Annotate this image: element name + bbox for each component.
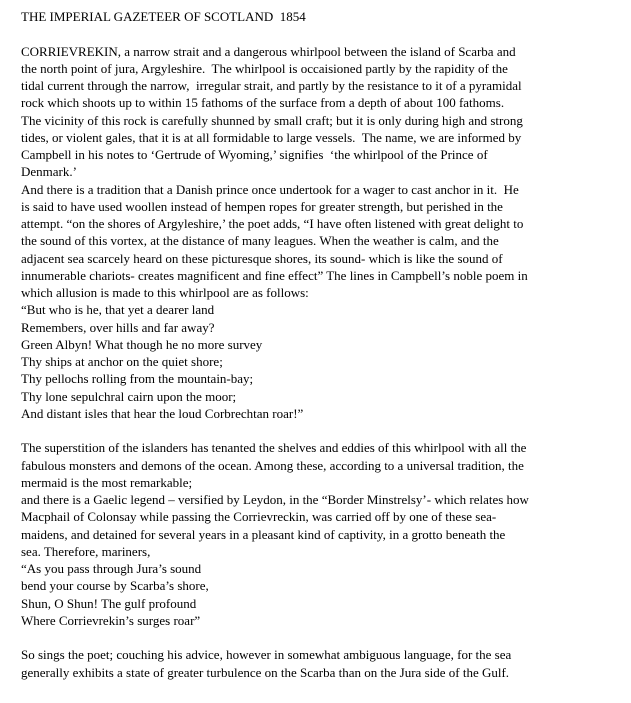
- text-line: adjacent sea scarcely heard on these picturesque shores, its sound- which is like the sound of: [21, 250, 503, 266]
- text-line: innumerable chariots- creates magnificent and fine effect” The lines in Campbell’s noble poem in: [21, 267, 528, 283]
- text-line: Shun, O Shun! The gulf profound: [21, 595, 197, 611]
- text-line: So sings the poet; couching his advice, however in somewhat ambiguous language, for the sea: [21, 647, 512, 663]
- paragraph-entry: [21, 43, 627, 423]
- text-line: And distant isles that hear the loud Corbrechtan roar!”: [21, 405, 304, 421]
- text-line: Thy lone sepulchral cairn upon the moor;: [21, 388, 237, 404]
- text-line: “But who is he, that yet a dearer land: [21, 302, 215, 318]
- text-line: Macphail of Colonsay while passing the Corrievreckin, was carried off by one of these sea-: [21, 509, 497, 525]
- text-line: mermaid is the most remarkable;: [21, 474, 193, 490]
- text-line: the north point of jura, Argyleshire. The whirlpool is occaisioned partly by the rapidity of the: [21, 60, 508, 76]
- text-line: sea. Therefore, mariners,: [21, 543, 151, 559]
- text-line: Remembers, over hills and far away?: [21, 319, 215, 335]
- text-line: “As you pass through Jura’s sound: [21, 561, 202, 576]
- paragraph-superstition: [21, 439, 627, 629]
- document-body: [21, 43, 627, 681]
- text-line: Campbell in his notes to ‘Gertrude of Wyoming,’ signifies ‘the whirlpool of the Prince of: [21, 147, 488, 162]
- text-line: attempt. “on the shores of Argyleshire,’ the poet adds, “I have often listened with great delight to: [21, 216, 524, 231]
- document-title: THE IMPERIAL GAZETEER OF SCOTLAND 1854: [21, 9, 306, 24]
- text-line: generally exhibits a state of greater turbulence on the Scarba than on the Jura side of the Gulf.: [21, 664, 510, 680]
- text-line: Green Albyn! What though he no more survey: [21, 336, 263, 352]
- text-line: rock which shoots up to within 15 fathoms of the surface from a depth of about 100 fathoms.: [21, 95, 505, 111]
- text-line: tides, or violent gales, that it is at all formidable to large vessels. The name, we are informed by: [21, 129, 522, 145]
- text-line: The superstition of the islanders has tenanted the shelves and eddies of this whirlpool with all the: [21, 440, 527, 456]
- text-line: the sound of this vortex, at the distance of many leagues. When the weather is calm, and the: [21, 233, 499, 249]
- text-line: CORRIEVREKIN, a narrow strait and a dangerous whirlpool between the island of Scarba and: [21, 43, 516, 59]
- paragraph-closing: [21, 646, 627, 681]
- text-line: bend your course by Scarba’s shore,: [21, 578, 209, 594]
- text-line: and there is a Gaelic legend – versified by Leydon, in the “Border Minstrelsy’- which relates how: [21, 492, 529, 507]
- text-line: maidens, and detained for several years in a pleasant kind of captivity, in a grotto beneath the: [21, 526, 506, 542]
- text-line: Where Corrievrekin’s surges roar”: [21, 612, 201, 628]
- text-line: And there is a tradition that a Danish prince once undertook for a wager to cast anchor in it. He: [21, 181, 519, 197]
- text-line: Thy ships at anchor on the quiet shore;: [21, 354, 223, 369]
- text-line: Denmark.’: [21, 164, 77, 180]
- text-line: which allusion is made to this whirlpool are as follows:: [21, 285, 309, 300]
- text-line: is said to have used woollen instead of hempen ropes for greater strength, but perished in the: [21, 198, 503, 214]
- text-line: Thy pellochs rolling from the mountain-bay;: [21, 371, 254, 387]
- text-line: tidal current through the narrow, irregular strait, and partly by the resistance to it of a pyramidal: [21, 78, 522, 93]
- text-line: The vicinity of this rock is carefully shunned by small craft; but it is only during high and strong: [21, 112, 523, 128]
- text-line: fabulous monsters and demons of the ocean. Among these, according to a universal tradition, the: [21, 457, 524, 473]
